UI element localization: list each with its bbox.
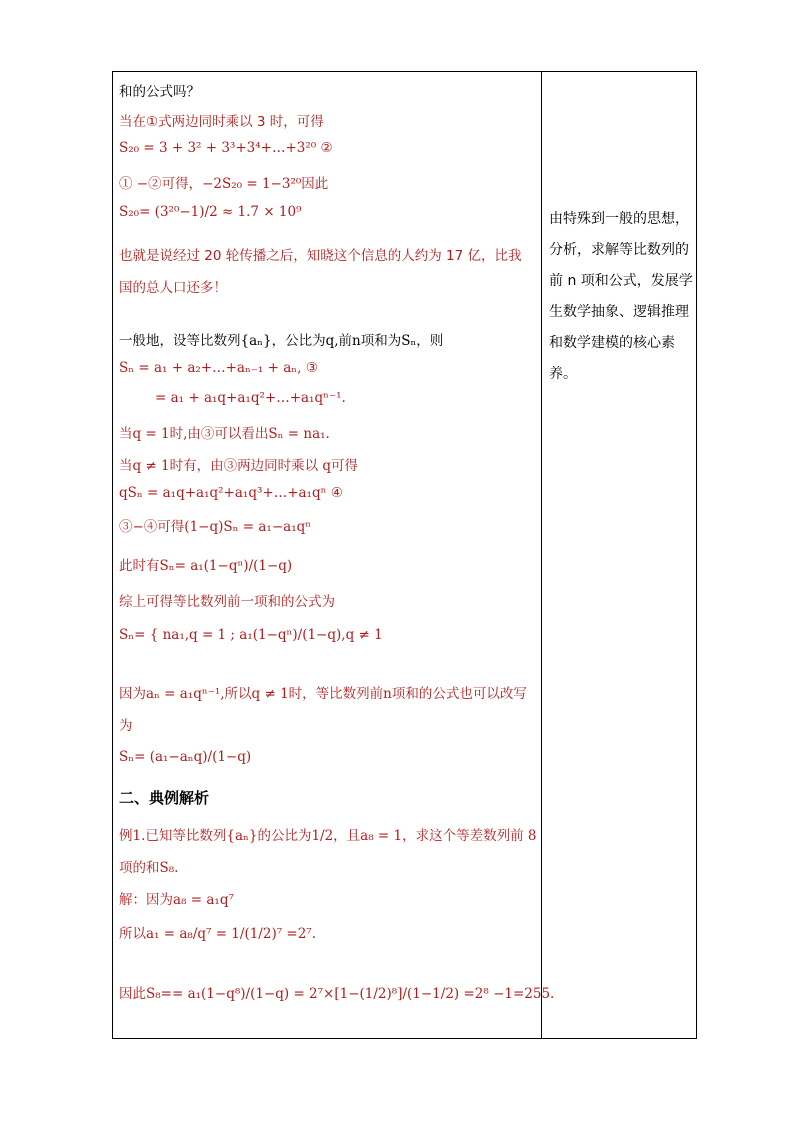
equation-text: 一般地，设等比数列{aₙ}，公比为q,前n项和为Sₙ，则 [119,333,444,349]
text-line [119,329,443,349]
right-column [549,204,694,390]
text-line: 为 [119,718,133,734]
equation-text: 所以a₁ = a₈/q⁷ = 1/(1/2)⁷ =2⁷. [119,926,317,942]
note-line: 分析，求解等比数列的 [549,242,689,258]
text-line [119,888,234,908]
note-line: 生数学抽象、逻辑推理 [549,304,689,320]
text-line: 和的公式吗？ [119,84,200,100]
equation-text: 当q = 1时,由③可以看出Sₙ = na₁. [119,426,330,442]
text-line: 当在①式两边同时乘以 3 时，可得 [119,114,324,130]
text-line: 也就是说经过 20 轮传播之后，知晓这个信息的人约为 17 亿，比我 [119,248,522,264]
equation-text: ① −②可得，−2S₂₀ = 1−3²⁰因此 [119,176,329,192]
equation-text: S₂₀ = 3 + 3² + 3³+3⁴+…+3²⁰ ② [119,140,333,156]
equation-text: 解：因为a₈ = a₁q⁷ [119,892,234,908]
equation-text: S₂₀= (3²⁰−1)/2 ≈ 1.7 × 10⁹ [119,204,302,220]
equation-text: = a₁ + a₁q+a₁q²+…+a₁qⁿ⁻¹. [155,390,346,406]
lesson-table [112,71,697,1039]
note-line: 和数学建模的核心素养。 [549,335,675,382]
equation-text: 项的和S₈. [119,860,179,876]
equation-text: 因为aₙ = a₁qⁿ⁻¹,所以q ≠ 1时，等比数列前n项和的公式也可以改写 [119,686,527,702]
equation-text: Sₙ= (a₁−aₙq)/(1−q) [119,749,252,765]
equation-line [119,485,343,501]
text-line [119,824,537,844]
text-line [119,749,251,765]
text-line [119,422,330,442]
equation-text: Sₙ = a₁ + a₂+…+aₙ₋₁ + aₙ, ③ [119,360,318,376]
text-line [119,856,178,876]
text-line [119,554,292,574]
equation-text: qSₙ = a₁q+a₁q²+a₁q³+…+a₁qⁿ ④ [119,485,343,501]
note-line: 前 n 项和公式，发展学 [549,273,693,289]
equation-line [155,390,346,406]
equation-line [119,515,311,535]
section-heading: 二、典例解析 [119,789,210,807]
column-divider [541,72,542,1038]
equation-line [119,204,302,220]
equation-line [119,172,328,192]
text-line [119,982,554,1002]
equation-text: 当q ≠ 1时有，由③两边同时乘以 q可得 [119,458,359,474]
equation-text: ③−④可得(1−q)Sₙ = a₁−a₁qⁿ [119,519,312,535]
equation-line [119,360,318,376]
text-line: 国的总人口还多！ [119,280,227,296]
text-line [119,627,383,643]
equation-line [119,140,333,156]
equation-text: 此时有Sₙ= a₁(1−qⁿ)/(1−q) [119,558,293,574]
equation-text: 因此S₈== a₁(1−q⁸)/(1−q) = 2⁷×[1−(1/2)⁸]/(1−1/2) =2⁸ −1=255. [119,986,555,1002]
text-line [119,682,527,702]
equation-text: 例1.已知等比数列{aₙ}的公比为1/2，且a₈ = 1，求这个等差数列前 8 [119,828,537,844]
text-line [119,922,316,942]
text-line [119,454,358,474]
equation-text: Sₙ= { na₁,q = 1 ; a₁(1−qⁿ)/(1−q),q ≠ 1 [119,627,383,643]
text-line: 综上可得等比数列前一项和的公式为 [119,594,335,610]
note-line: 由特殊到一般的思想， [549,211,689,227]
